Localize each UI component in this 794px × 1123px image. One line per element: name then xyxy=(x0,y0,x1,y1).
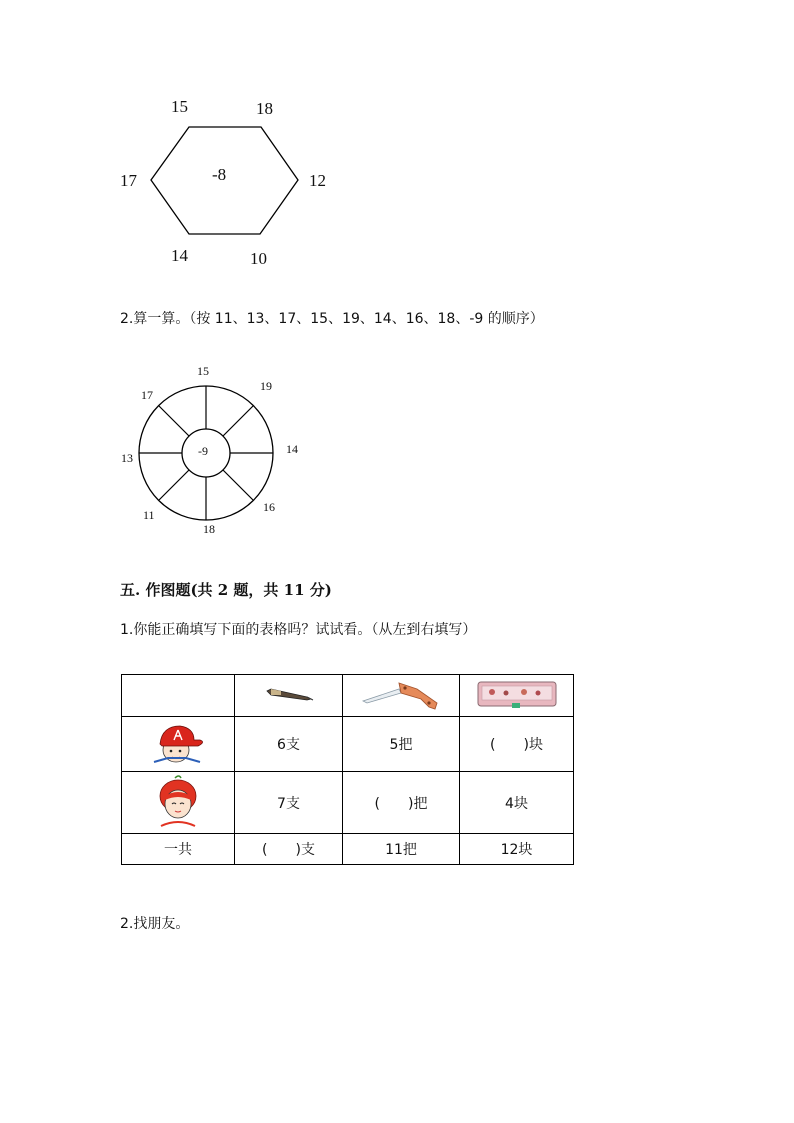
wheel-left-value: 13 xyxy=(121,451,133,465)
table-row-label-total: 一共 xyxy=(122,834,235,865)
table-cell: 5把 xyxy=(343,717,460,772)
section-5-question-2: 2.找朋友。 xyxy=(120,916,190,932)
table-header-eraser-box xyxy=(460,675,574,717)
section-5-title: 五. 作图题(共 2 题，共 11 分) xyxy=(120,581,332,599)
eraser-box-icon xyxy=(476,678,558,710)
table-cell: 12块 xyxy=(460,834,574,865)
table-row xyxy=(122,834,574,865)
table-corner-cell xyxy=(122,675,235,717)
table-row-label-girl xyxy=(122,772,235,834)
wheel-top-value: 15 xyxy=(197,364,209,378)
girl-icon xyxy=(153,774,203,828)
table-cell: ( )支 xyxy=(235,834,343,865)
fill-in-table xyxy=(121,674,574,865)
wheel-right-value: 14 xyxy=(286,442,298,456)
wheel-center-value: -9 xyxy=(198,444,208,458)
table-row xyxy=(122,717,574,772)
table-row-label-boy xyxy=(122,717,235,772)
table-cell: 7支 xyxy=(235,772,343,834)
hexagon-center-value: -8 xyxy=(212,165,227,184)
hexagon-bottom-right-value: 10 xyxy=(250,249,267,268)
hexagon-shape xyxy=(0,0,794,300)
hexagon-bottom-left-value: 14 xyxy=(171,246,188,265)
table-cell: ( )块 xyxy=(460,717,574,772)
hexagon-top-left-value: 15 xyxy=(171,97,188,116)
table-header-knife xyxy=(343,675,460,717)
wheel-bottom-left-value: 11 xyxy=(143,508,155,522)
question-2-text: 2.算一算。（按 11、13、17、15、19、14、16、18、-9 的顺序） xyxy=(120,311,544,327)
table-cell: ( )把 xyxy=(343,772,460,834)
pen-icon xyxy=(263,685,315,703)
hexagon-right-value: 12 xyxy=(309,171,326,190)
table-cell: 6支 xyxy=(235,717,343,772)
wheel-bottom-value: 18 xyxy=(203,522,215,536)
table-header-row xyxy=(122,675,574,717)
hexagon-left-value: 17 xyxy=(120,171,137,190)
table-row xyxy=(122,772,574,834)
wheel-top-right-value: 19 xyxy=(260,379,272,393)
table-header-pen xyxy=(235,675,343,717)
table-cell: 4块 xyxy=(460,772,574,834)
section-5-question-1: 1.你能正确填写下面的表格吗？试试看。（从左到右填写） xyxy=(120,622,477,638)
wheel-top-left-value: 17 xyxy=(141,388,153,402)
folding-knife-icon xyxy=(359,677,443,711)
table-cell: 11把 xyxy=(343,834,460,865)
boy-cap-icon xyxy=(148,720,208,764)
wheel-bottom-right-value: 16 xyxy=(263,500,275,514)
hexagon-top-right-value: 18 xyxy=(256,99,273,118)
